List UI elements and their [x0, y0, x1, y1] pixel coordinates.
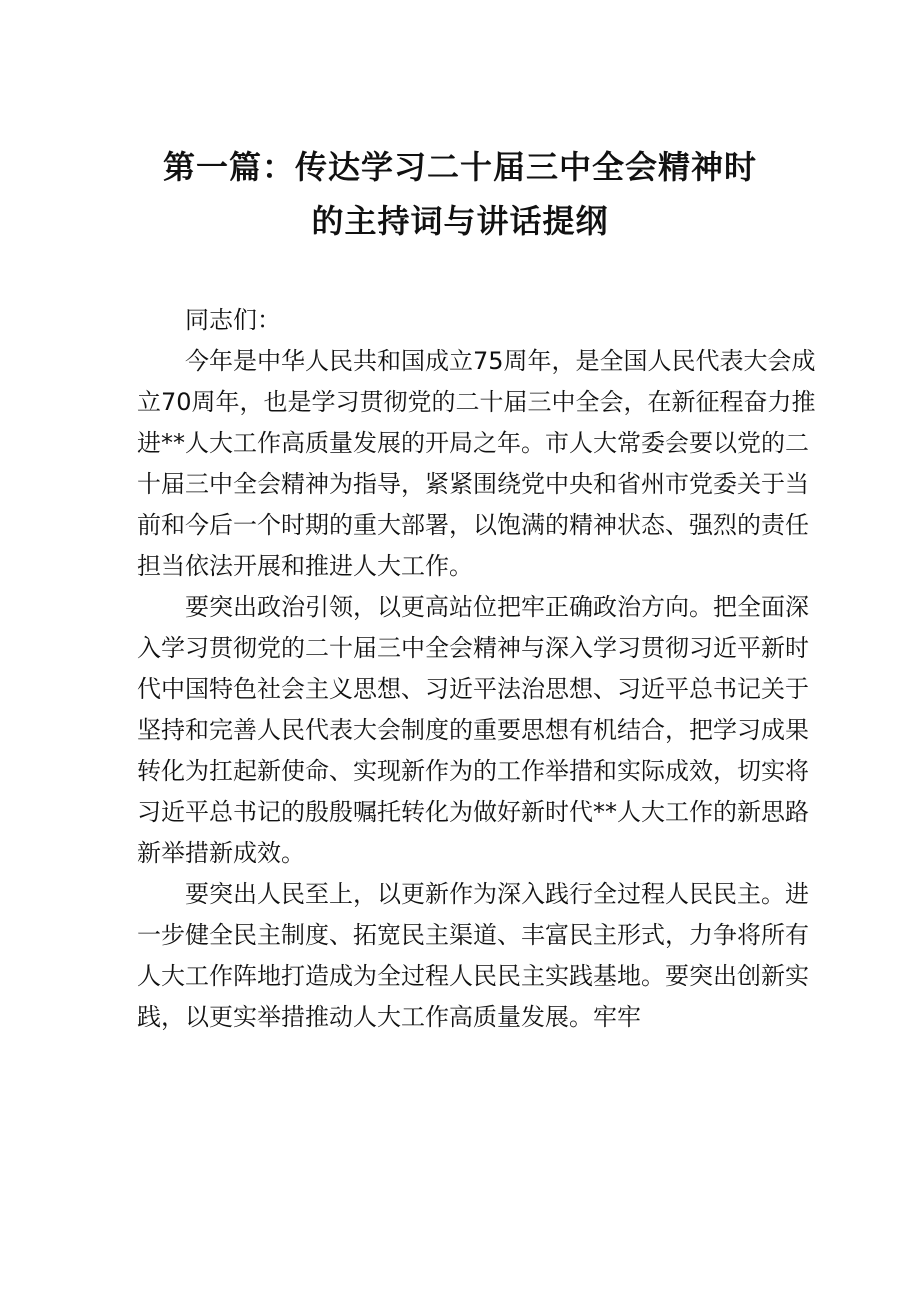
- paragraph-line: 要突出政治引领，以更高站位把牢正确政治方向。把全面深: [185, 593, 809, 621]
- paragraph-line: 今年是中华人民共和国成立75周年，是全国人民代表大会成: [185, 347, 816, 375]
- paragraph-line: 前和今后一个时期的重大部署，以饱满的精神状态、强烈的责任: [137, 511, 809, 539]
- paragraph-line: 立70周年，也是学习贯彻党的二十届三中全会，在新征程奋力推: [137, 388, 816, 416]
- paragraph-line: 入学习贯彻党的二十届三中全会精神与深入学习贯彻习近平新时: [137, 634, 809, 662]
- paragraph-2: [137, 587, 809, 874]
- paragraph-line: 坚持和完善人民代表大会制度的重要思想有机结合，把学习成果: [137, 716, 809, 744]
- paragraph-1: [137, 341, 816, 587]
- title-line: 第一篇：传达学习二十届三中全会精神时: [162, 148, 757, 186]
- document-title: [120, 140, 800, 248]
- paragraph-line: 转化为扛起新使命、实现新作为的工作举措和实际成效，切实将: [137, 757, 809, 785]
- paragraph-line: 代中国特色社会主义思想、习近平法治思想、习近平总书记关于: [137, 675, 809, 703]
- paragraph-line: 十届三中全会精神为指导，紧紧围绕党中央和省州市党委关于当: [137, 470, 809, 498]
- paragraph-line: 一步健全民主制度、拓宽民主渠道、丰富民主形式，力争将所有: [137, 921, 809, 949]
- title-line: 的主持词与讲话提纲: [311, 202, 609, 240]
- paragraph-line: 践，以更实举措推动人大工作高质量发展。牢牢: [137, 1003, 641, 1031]
- paragraph-line: 担当依法开展和推进人大工作。: [137, 552, 473, 580]
- salutation: 同志们：: [185, 306, 281, 334]
- paragraph-line: 人大工作阵地打造成为全过程人民民主实践基地。要突出创新实: [137, 962, 809, 990]
- paragraph-line: 要突出人民至上，以更新作为深入践行全过程人民民主。进: [185, 880, 809, 908]
- paragraph-line: 新举措新成效。: [137, 839, 305, 867]
- document-body: [137, 300, 816, 1038]
- paragraph-line: 进**人大工作高质量发展的开局之年。市人大常委会要以党的二: [137, 429, 809, 457]
- paragraph-3: [137, 874, 809, 1038]
- paragraph-line: 习近平总书记的殷殷嘱托转化为做好新时代**人大工作的新思路: [137, 798, 809, 826]
